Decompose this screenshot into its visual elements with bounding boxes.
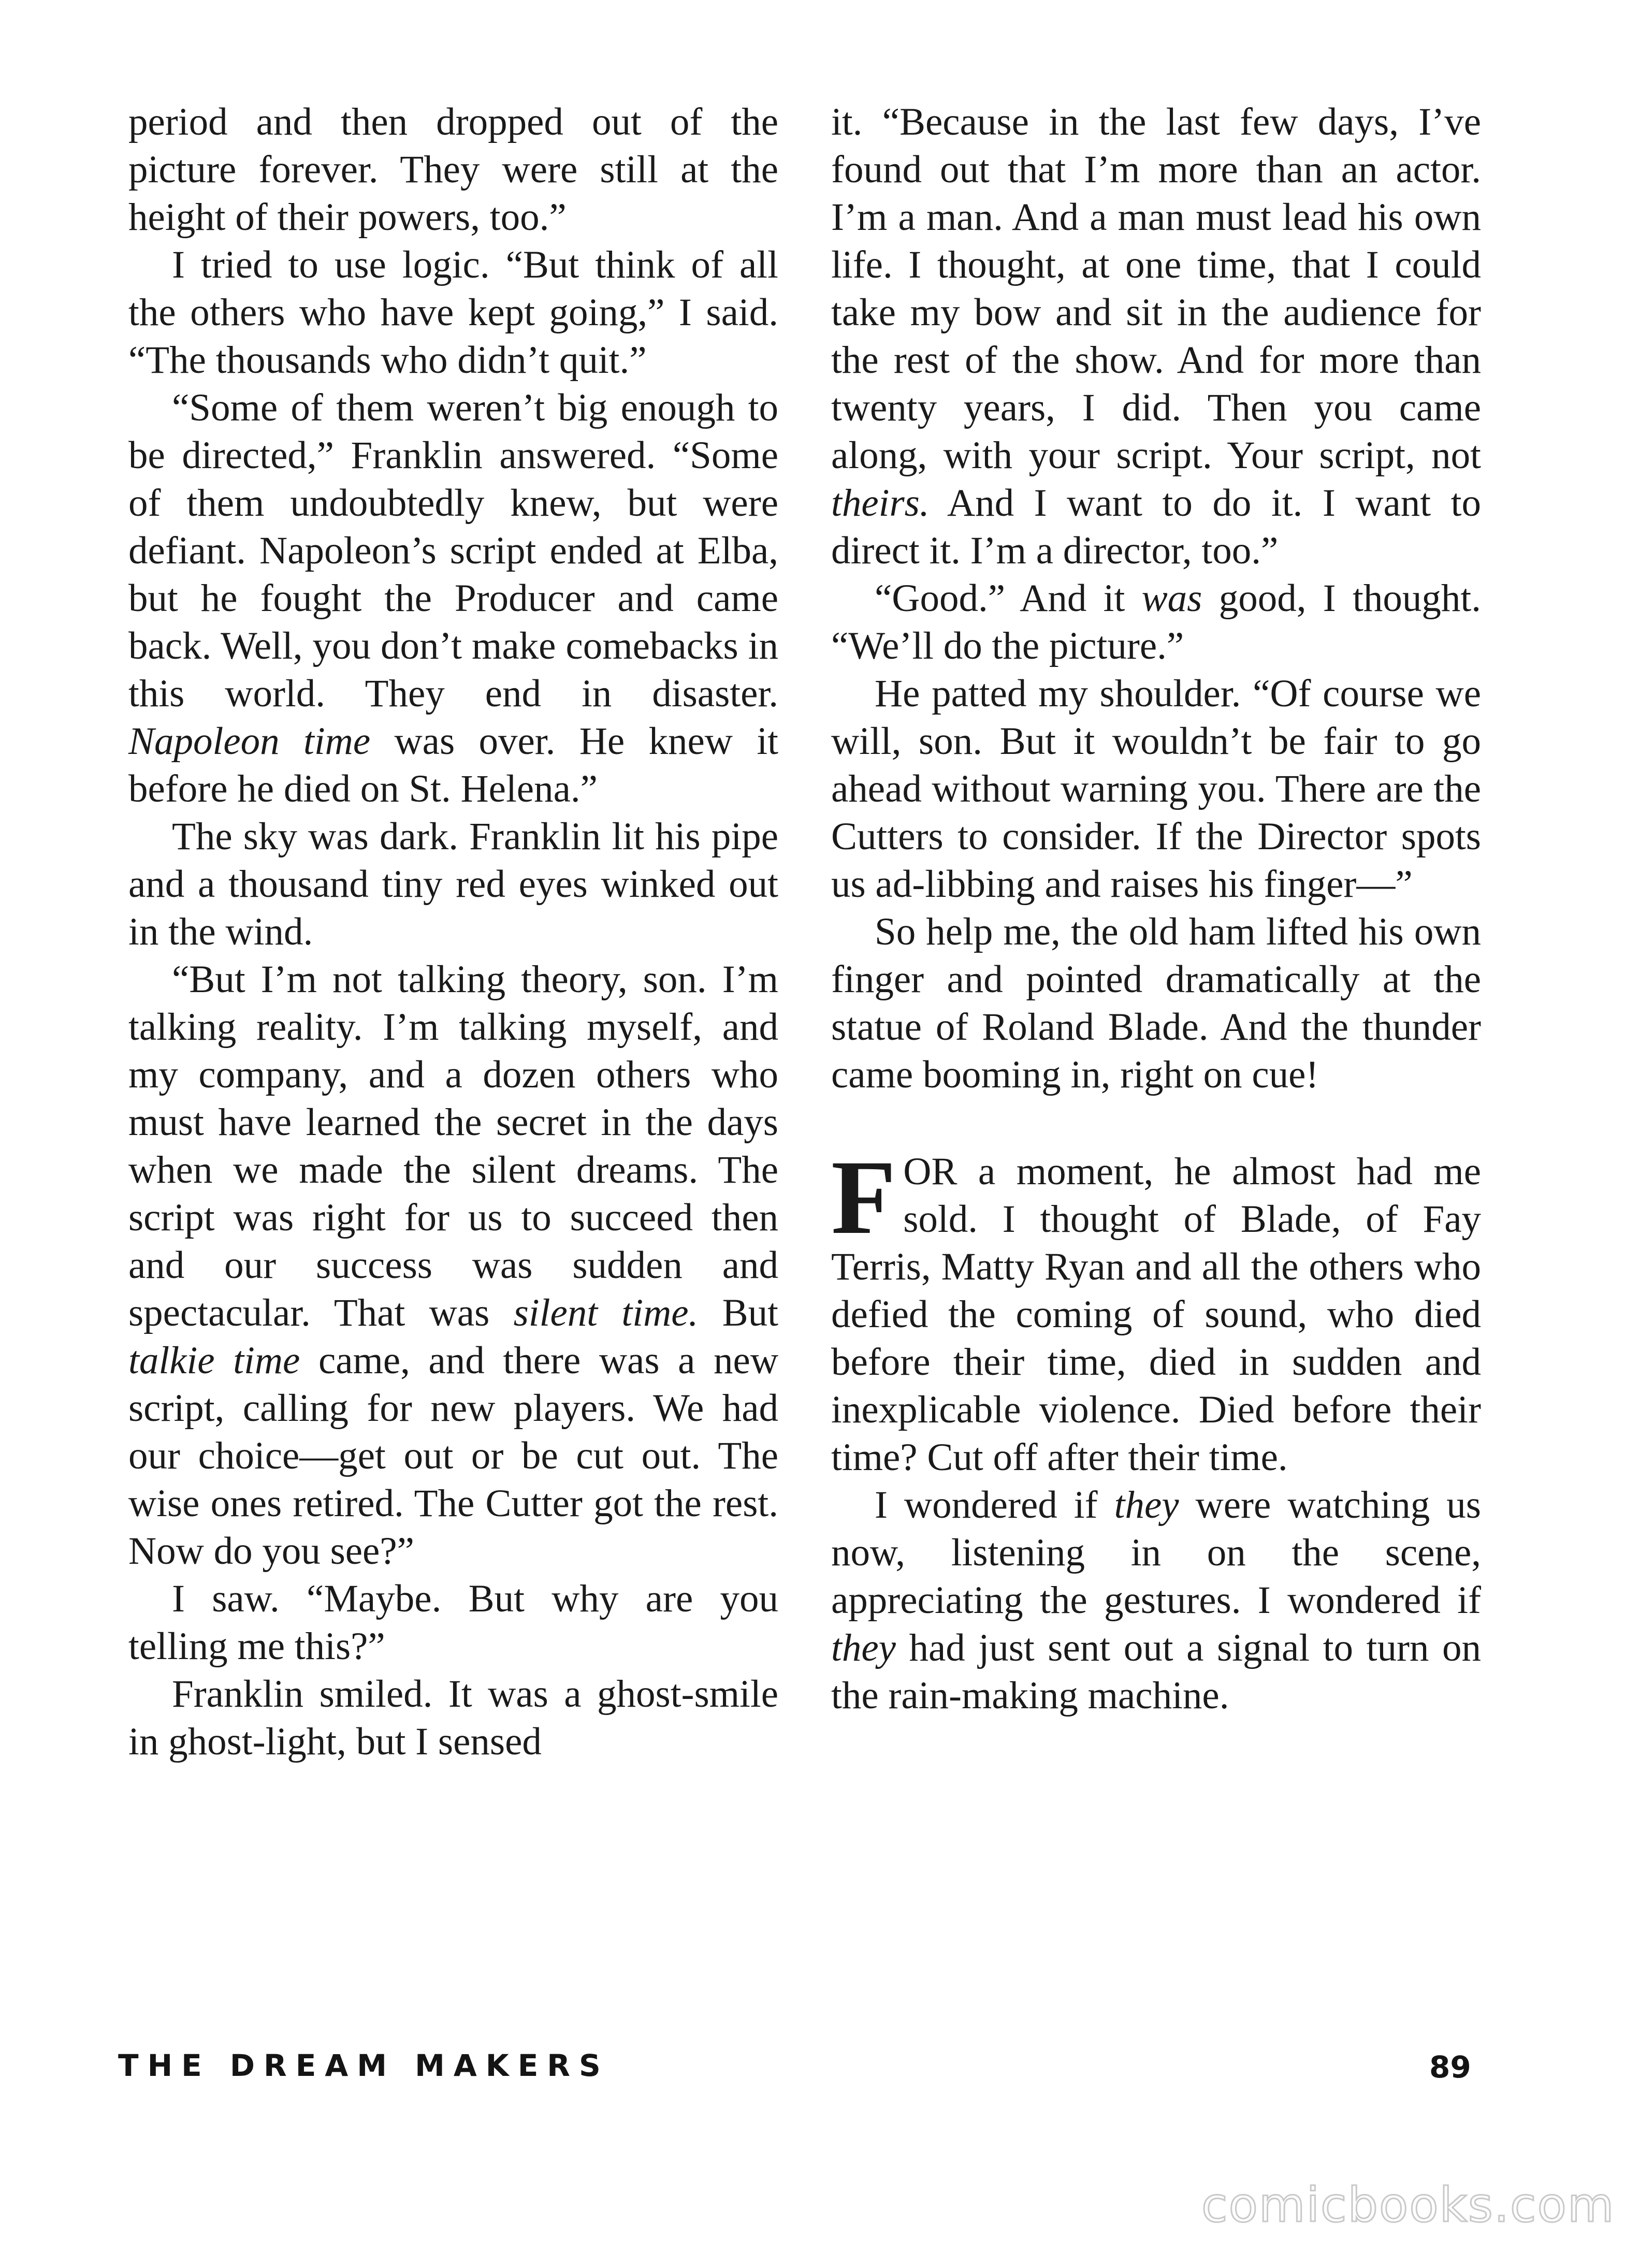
paragraph: “Good.” And it was good, I thought. “We’ll do the picture.” bbox=[831, 577, 1481, 667]
emphasis: talkie time bbox=[128, 1339, 300, 1382]
emphasis: they bbox=[1114, 1484, 1179, 1526]
paragraph: it. “Because in the last few days, I’ve found out that I’m more than an actor. I’m a man. And a man must lead his own life. I thought, at one time, that I could take my bow and sit in the audience for the rest of the show. And for more than twenty years, I did. Then you came along, with your script. Your script, not theirs. And I want to do it. I want to direct it. I’m a director, too.” bbox=[831, 100, 1481, 572]
emphasis: silent time. bbox=[513, 1291, 699, 1334]
running-footer-title: THE DREAM MAKERS bbox=[118, 2048, 610, 2083]
emphasis: was bbox=[1141, 577, 1202, 620]
paragraph: “Some of them weren’t big enough to be directed,” Franklin answered. “Some of them undoubtedly knew, but were defiant. Napoleon’s script ended at Elba, but he fought the Producer and came back. Well, you don’t make comebacks in this world. They end in disaster. Napoleon time was over. He knew it before he died on St. Helena.” bbox=[128, 386, 779, 810]
paragraph: Franklin smiled. It was a ghost-smile in ghost-light, but I sensed bbox=[128, 1673, 778, 1763]
watermark: comicbooks.com bbox=[1201, 2177, 1615, 2233]
left-column bbox=[128, 98, 778, 1766]
paragraph: The sky was dark. Franklin lit his pipe and a thousand tiny red eyes winked out in the wind. bbox=[128, 815, 778, 953]
paragraph: I wondered if they were watching us now, listening in on the scene, appreciating the gestures. I wondered if they had just sent out a signal to turn on the rain-making machine. bbox=[831, 1484, 1481, 1717]
right-column bbox=[831, 98, 1481, 1720]
paragraph: I saw. “Maybe. But why are you telling me this?” bbox=[128, 1577, 778, 1668]
emphasis: theirs. bbox=[831, 482, 930, 525]
paragraph: So help me, the old ham lifted his own finger and pointed dramatically at the statue of Roland Blade. And the thunder came booming in, right on cue! bbox=[831, 910, 1481, 1096]
emphasis: Napoleon time bbox=[128, 720, 371, 763]
drop-cap: F bbox=[831, 1139, 896, 1256]
paragraph: I tried to use logic. “But think of all the others who have kept going,” I said. “The thousands who didn’t quit.” bbox=[128, 243, 778, 382]
page-number: 89 bbox=[1429, 2049, 1471, 2085]
emphasis: they bbox=[831, 1626, 896, 1669]
paragraph: period and then dropped out of the picture forever. They were still at the height of their powers, too.” bbox=[128, 100, 778, 239]
paragraph: He patted my shoulder. “Of course we will, son. But it wouldn’t be fair to go ahead without warning you. There are the Cutters to consider. If the Director spots us ad-libbing and raises his finger—” bbox=[831, 672, 1481, 906]
paragraph: “But I’m not talking theory, son. I’m talking reality. I’m talking myself, and my company, and a dozen others who must have learned the secret in the days when we made the silent dreams. The script was right for us to succeed then and our success was sudden and spectacular. That was silent time. But talkie time came, and there was a new script, calling for new players. We had our choice—get out or be cut out. The wise ones retired. The Cutter got the rest. Now do you see?” bbox=[128, 958, 778, 1573]
section-opening-paragraph: FOR a moment, he almost had me sold. I thought of Blade, of Fay Terris, Matty Ryan and all the others who defied the coming of sound, who died before their time, died in sudden and inexplicable violence. Died before their time? Cut off after their time. bbox=[831, 1139, 1481, 1479]
